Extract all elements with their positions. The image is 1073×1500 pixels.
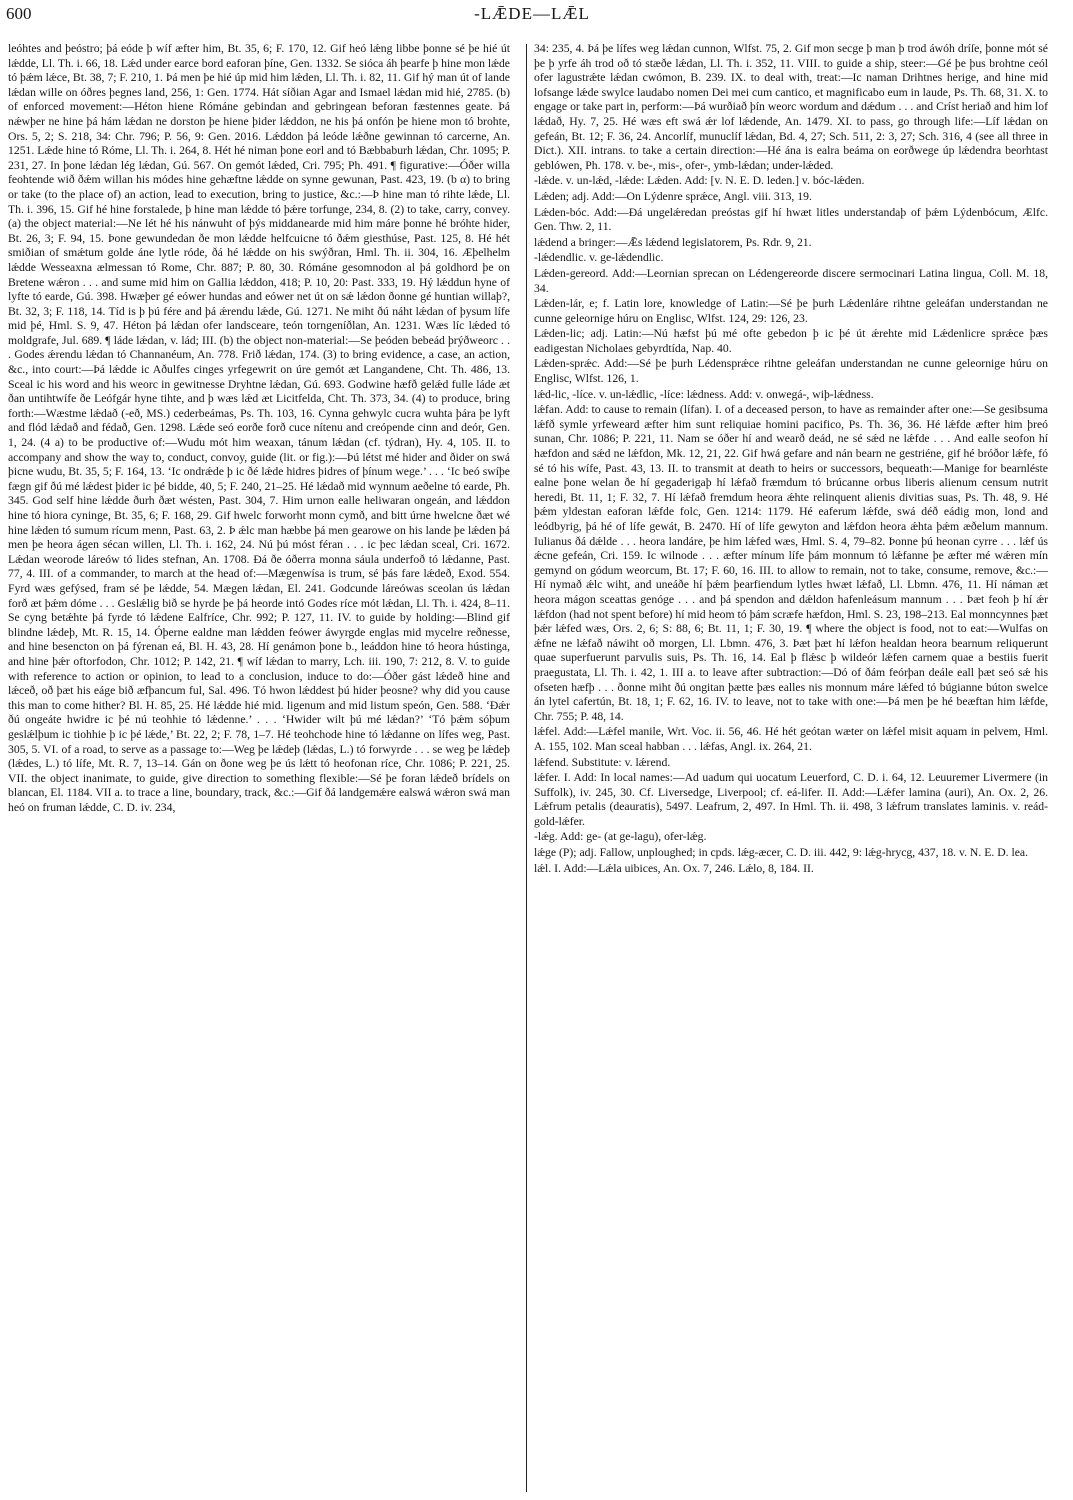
entry-text: lǽfend. Substitute: v. lǽrend. [534, 755, 671, 769]
entry-text: lǽdend a bringer:—Ǣs lǽdend legislatorem, Ps. Rdr. 9, 21. [534, 235, 812, 249]
entry-text: Lǽden-lic; adj. Latin:—Nú hæfst þú mé ofte gebedon þ ic þé út ǽrehte mid Lǽdenlicre sprǽce þæs eadigestan Nicholaes gebyrdtída, Nap. 40. [534, 327, 1048, 355]
page-number: 600 [6, 4, 32, 23]
entry-text: Lǽden-bóc. Add:—Ðá ungelǽredan preóstas gif hí hwæt litles understandaþ of þǽm Lýdenbócum, Ælfc. Gen. Thw. 2, 11. [534, 205, 1048, 234]
page-header [6, 4, 1058, 30]
right-column [534, 42, 1048, 1492]
entry-text: Lǽden-sprǽc. Add:—Sé þe þurh Lédensprǽce rihtne geleáfan understandan ne cunne geleornige húru on Englisc, Wlfst. 126, 1. [534, 357, 1048, 386]
left-column [8, 42, 510, 1492]
entry-text: -lǽg. Add: ge- (at ge-lagu), ofer-lǽg. [534, 830, 707, 844]
entry-text: -lǽde. v. un-lǽd, -lǽde: Lǽden. Add: [v. N. E. D. leden.] v. bóc-lǽden. [534, 174, 865, 188]
entry-text: leóhtes and þeóstro; þá eóde þ wíf æfter him, Bt. 35, 6; F. 170, 12. Gif heó lǽng libbe þonne sé þe hié út lǽdde, Ll. Th. i. 66, 18. Lǽd under earce bord eaforan þíne, Gen. 1332. Se sióca áh þearfe þ hine mon lǽde tó þǽm lǽce, Bt. 38, 7; F. 210, 1. Þá men þe hié úp mid him lǽden, Ll. Th. i. 82, 11. Gif hý man út of lande lǽdan wille on óðres þegnes land, 256, 1: Gen. 1774. Hát síðian Agar and Ismael lǽdan mid hié, 2785. (b) of enforced movement:—Héton hiene Rómáne gebindan and gebringean beforan fæstennes geate. Þá nǽwþer ne hine þá hám lǽdan ne dorston þe hiene þider lǽddon, ne his þá onfón þe hiene mon tó brohte, Ors. 5, 2; S. 218, 34: Chr. 796; P. 56, 9: Gen. 2016. Lǽddon þá leóde lǽðne gewinnan tó carcerne, An. 1251. Lǽde hine tó Róme, Ll. Th. i. 264, 8. Hét hé niman þone eorl and tó Bæbbaburh lǽdan, Chr. 1095; P. 231, 27. In þone lǽdan lég lǽdan, Gú. 567. On gemót lǽded, Cri. 795; Ph. 491. ¶ figurative:—Óðer willa feohtende wið ðǽm willan his módes hine gehæftne lǽdde on synne gewunan, Past. 423, 19. (b α) to bring or take (to the place of) an action, lead to execution, bring to justice, &c.:—Þ hine man tó rihte lǽde, Ll. Th. i. 396, 15. Gif hé hine forstalede, þ hine man lǽdde tó þǽre torfunge, 234, 8. (2) to take, carry, convey. (a) the object material:—Ne lét hé his nánwuht of þýs middanearde mid him máre þonne hé bróhte hider, Bt. 26, 3; F. 94, 15. Þone gewundedan ðe mon lǽdde helfcuicne tó ðǽm giesthúse, Past. 125, 8. Hé hét smiðian of smǽtum golde áne lytle róde, ðá hé lǽdde on his swýðran, Hml. Th. ii. 304, 16. Æþelhelm lǽdde Wesseaxna ælmessan tó Rome, Chr. 887; P. 80, 30. Rómáne gesomnodon al þá goldhord þe on Bretene wǽron . . . and sume mid him on Gallia lǽddon, 418; P. 10, 20: Past. 333, 19. Hý lǽddun hyne of lyfte tó earde, Gú. 398. Hwæþer gé eówer hundas and eówer net út on sǽ lǽdon ðonne gé huntian willaþ?, Bt. 32, 3; F. 118, 14. Tíd is þ þú fére and þá ǽrendu lǽde, Gú. 1271. Ne miht ðú náht lǽdan of þysum lífe mid þé, Hml. S. 9, 47. Héton þá lǽdan ofer landsceare, teón torngeníðlan, An. 1231. Wæs líc lǽded tó moldgrafe, Jul. 689. ¶ láde lǽdan, v. lád; III. (b) the object non-material:—Se þeóden bebeád þrýðweorc . . . Godes ǽrendu lǽdan tó Channanéum, An. 778. Frið lǽdan, 174. (3) to bring evidence, a case, an action, &c., into court:—Þá lǽdde ic Aðulfes cinges yrfegewrit on úre gemót æt Langandene, Cht. Th. 486, 13. Sceal ic his word and his weorc in gewitnesse Dryhtne lǽdan, Gú. 693. Godwine hæfð gelǽd fulle láde æt ðan untihtwífe ðe Leófgár hyne tihte, and þ wæs lǽd æt Licitfelda, Cht. Th. 373, 34. (4) to produce, bring forth:—Wæstme lǽdað (-eð, MS.) cederbeámas, Ps. Th. 103, 16. Cynna gehwylc cucra wuhta þára þe lyft and flód lǽdað and fédað, Gen. 1298. Lǽde seó eorðe forð cuce nítenu and creópende cinn and deór, Gen. 1, 24. (4 a) to be productive of:—Wudu mót him weaxan, tánum lǽdan (cf. týdran), Hy. 4, 105. II. to accompany and show the way to, conduct, convoy, guide (lit. or fig.):—Þú létst mé hider and ðider on swá þicne wudu, Bt. 35, 5; F. 164, 13. ‘Ic ondrǽde þ ic ðé lǽde hidres þidres of þínum wege.’ . . . ‘Ic beó swíþe fægn gif ðú mé lǽdest þider ic þé bidde, 40, 5; F. 240, 21–25. Hé lǽdað mid wynnum aeðelne tó earde, Ph. 345. God self hine lǽdde ðurh ðæt wésten, Past. 304, 7. Him urnon ealle heliwaran ongeán, and lǽddon hine tó hiora cyninge, Bt. 35, 6; F. 168, 29. Gif hwelc forworht monn cymð, and bitt úrne hwelcne ðæt wé hine lǽden tó sumum rícum menn, Past. 63, 2. Þ ǽlc man hæbbe þá men gearowe on his lande þe lǽden þá men þe heora ágen sécan willen, Ll. Th. i. 162, 24. Nú þú móst féran . . . ic þec lǽdan sceal, Cri. 1672. Lǽdan weorode láreów tó lides stefnan, An. 1708. Ðá ðe óðerra monna sáula underfoð tó lǽdanne, Past. 77, 4. III. of a commander, to march at the head of:—Mægenwísa is trum, sé þás fare lǽdeð, Exod. 554. Fyrd wæs gefýsed, fram sé þe lǽdde, 54. Mægen lǽdan, El. 241. Godcunde láreówas sceolan ús lǽdan forð æt þǽm dóme . . . Geslǽlig bið se hyrde þe þá heorde intó Godes ríce mót lǽdan, Ll. Th. i. 424, 8–11. Se cyng betǽhte þá fyrde tó lǽdene Ealfríce, Chr. 992; P. 127, 11. IV. to guide by holding:—Blind gif blindne lǽdeþ, Mt. R. 15, 14. Óþerne ealdne man lǽdden feówer áwyrgde englas mid mycelre reðnesse, and hine besencton on þá fýrenan eá, Bl. H. 43, 28. Hí genámon þone b., leáddon hine tó heora hústinga, and hine þǽr oftorfodon, Chr. 1012; P. 142, 21. ¶ wíf lǽdan to marry, Lch. iii. 190, 7: 212, 8. V. to guide with reference to action or opinion, to lead to a conclusion, induce to do:—Óðer gást lǽdeð hine and lǽceð, oð þæt his eáge bið æfþancum ful, Sal. 496. Tó hwon lǽddest þú hider þeosne? why did you cause this man to come hither? Bl. H. 85, 25. Hé lǽdde hié mid. ligenum and mid listum speón, Gen. 588. ‘Ðǽr ðú ongeáte hwidre ic þé nú teohhie tó lǽdenne.’ . . . ‘Hwider wilt þú mé lǽdan?’ ‘Tó þǽm sóþum geslǽlþum ic tiohhie þ ic þé lǽde,’ Bt. 22, 2; F. 78, 1–7. Hé teohchode hine tó lǽdanne on lífes weg, Past. 305, 5. VI. of a road, to serve as a passage to:—Weg þe lǽdeþ (lǽdas, L.) tó forwyrde . . . se weg þe lǽdeþ (lǽdes, L.) tó lífe, Mt. R. 7, 13–14. Gán on ðone weg þe ús lǽtt tó heofonan ríce, Chr. 1086; P. 221, 25. VII. the object inanimate, to guide, give direction to something flexible:—Sé þe foran lǽdeð brídels on blancan, El. 1184. VII a. to trace a line, boundary, track, &c.:—Gif ðá landgemǽre ealswá wǽron swá man heó on fruman lǽdde, C. D. iv. 234, [8, 42, 510, 814]
entry-text: Lǽden-gereord. Add:—Leornian sprecan on Lédengereorde discere sermocinari Latina lingua, Coll. M. 18, 34. [534, 266, 1048, 295]
entry-text: lǽge (P); adj. Fallow, unploughed; in cpds. lǽg-æcer, C. D. iii. 442, 9: lǽg-hrycg, 437, 18. v. N. E. D. lea. [534, 846, 1029, 860]
entry-text: lǽfer. I. Add: In local names:—Ad uadum qui uocatum Leuerford, C. D. i. 64, 12. Leuuremer Livermere (in Suffolk), iv. 245, 30. Cf. Liversedge, Liverpool; cf. eá-lifer. II. Add:—Lǽfer lamina (auri), An. Ox. 2, 26. Lǽfrum petalis (deauratis), 5497. Leafrum, 2, 497. In Hml. Th. ii. 498, 3 lǽfrum translates laminis. v. reád-gold-lǽfer. [534, 771, 1048, 828]
entry-text: lǽfan. Add: to cause to remain (lífan). I. of a deceased person, to have as remainder after one:—Se gesibsuma lǽfð symle yrfeweard æfter him sunt reliquiae homini pacifico, Ps. Th. 36, 36. Hé lǽfde æfter him þreó sunan, Chr. 1086; P. 221, 11. Nam se óðer hí and wearð deád, ne sé sǽd ne lǽfde . . . And ealle seofon hí hæfdon and sǽd ne lǽfdon, Mk. 12, 21, 22. Gif hwá gefare and nán bearn ne gestriéne, gif hé bróðor lǽfe, fó sé tó his wífe, Past. 43, 13. II. to transmit at death to heirs or successors, bequeath:—Manige for bearnléste ealne þone welan ðe hí gegaderigaþ hí lǽfað fræmdum tó brúcanne orbus liberis alienum censum nutrit heredi, Bt. 11, 1; F. 32, 7. Hí lǽfað fremdum heora ǽhte relinquent alienis divitias suas, Ps. Th. 48, 9. Hé þǽm yldestan eaforan lǽfde folc, Gen. 1214: 1179. Hé eaferum lǽfde, swá déð eádig mon, lond and leódbyrig, þá hé of lífe gewát, B. 2470. Hí of lífe gewyton and lǽfdon heora ǽhta þǽm æðelum mannum. Iulianus ðá dǽlde . . . heora landáre, þe him lǽfed wæs, Hml. S. 4, 79–82. Þonne þú heonan cyrre . . . lǽf ús ǽcne gefeán, Cri. 159. Ic wilnode . . . æfter mínum lífe þám monnum tó lǽfanne þe æfter mé wǽren mín gemynd on gódum weorcum, Bt. 17; F. 60, 16. III. to allow to remain, not to take, consume, remove, &c.:—Hí nymað ǽlc wiht, and uneáðe hí þǽm þearfiendum lytles hwæt lǽfað, Ll. Lbmn. 476, 11. Hí náman æt heora mágon sceattas genóge . . . and þá spendon and dǽldon hafenleásum mannum . . . Þæt feoh þ hí ǽr lǽfdon (had not spent before) hí mid heom tó þám scræfe hæfdon, Hml. S. 23, 198–213. Eal monncynnes þæt þǽr lǽfed wæs, Ors. 2, 6; S: 88, 6; Bt. 11, 1; F. 30, 19. ¶ where the object is food, not to eat:—Wulfas on ǽfne ne lǽfað náwiht oð morgen, Ll. Lbmn. 476, 3. Þæt þæt hí lǽfon healdan heora bearnum reliquerunt quae superfuerunt parvulis suis, Ps. Th. 16, 14. Eal þ flǽsc þ wildeór lǽfen carnem quae a bestiis fuerit praegustata, Ll. Th. i. 42, 1. III a. to leave after subtraction:—Dó of ðám feórþan deále eall þæt seó sǽ his ofseten hæfþ . . . ðonne miht ðú ongitan þætte þæs ealles nis monnum máre lǽfed tó búgianne búton swelce án lytel cafertún, Bt. 18, 1; F. 62, 16. IV. to leave, not to take with one:—Þá men þe hé beæftan him lǽfde, Chr. 755; P. 48, 14. [534, 403, 1048, 723]
column-divider [526, 44, 527, 1492]
entry-text: Lǽden-lár, e; f. Latin lore, knowledge of Latin:—Sé þe þurh Lǽdenláre rihtne geleáfan understandan ne cunne geleornige húru on Englisc, Wlfst. 124, 29: 126, 23. [534, 297, 1048, 325]
running-head: -LǢDE—LǢL [474, 4, 590, 23]
entry-text: Lǽden; adj. Add:—On Lýdenre sprǽce, Angl. viii. 313, 19. [534, 189, 812, 203]
entry-text: 34: 235, 4. Þá þe lífes weg lǽdan cunnon, Wlfst. 75, 2. Gif mon secge þ man þ trod áwóh dríſe, þonne mót sé þe þ yrfe áh trod oð tó stæðe lǽdan, Ll. Th. i. 352, 11. VIII. to guide a ship, steer:—Gé þe þus brohtne ceól ofer lagustrǽte lǽdan cwómon, B. 239. IX. to deal with, treat:—Ic naman Drihtnes herige, and hine mid lofsange lǽde swylce laudabo nomen Dei mei cum cantico, et magnificabo eum in laude, Ps. Th. 68, 31. X. to engage or take part in, perform:—Þá wurðiað þín weorc wordum and dǽdum . . . and Críst heriað and him lof lǽdað, Hy. 7, 25. Hé wæs eft swá ǽr lof lǽdende, An. 1479. XI. to pass, go through life:—Líf lǽdan on gefeán, Bt. 12; F. 36, 24. Ancorlíf, munuclíf lǽdan, Bd. 4, 27; Sch. 511, 2: 3, 27; Sch. 316, 4 (see all three in Dict.). XII. intrans. to take a certain direction:—Hé ána is ealra beáma on eorðwege úp lǽdendra beorhtast geblówen, Ph. 178. v. be-, mis-, ofer-, ymb-lǽdan; under-lǽded. [534, 42, 1048, 172]
entry-text: lǽd-lic, -líce. v. un-lǽdlic, -líce: lǽdness. Add: v. onwegá-, wiþ-lǽdness. [534, 387, 874, 401]
entry-text: -lǽdendlic. v. ge-lǽdendlic. [534, 251, 664, 265]
entry-text: lǽl. I. Add:—Lǽla uibices, An. Ox. 7, 246. Lǽlo, 8, 184. II. [534, 861, 814, 875]
entry-text: lǽfel. Add:—Lǽfel manile, Wrt. Voc. ii. 56, 46. Hé hét geótan wæter on lǽfel misit aquam in pelvem, Hml. A. 155, 102. Man sceal habban . . . lǽfas, Angl. ix. 264, 21. [534, 725, 1048, 753]
